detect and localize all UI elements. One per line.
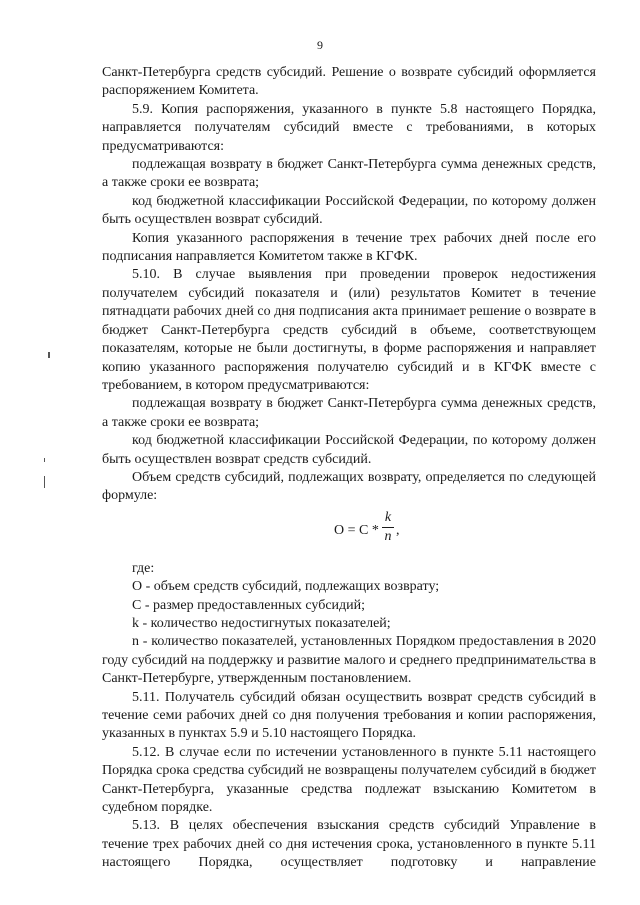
document-body (102, 64, 596, 873)
paragraph: подлежащая возврату в бюджет Санкт-Петербурга сумма денежных средств, а также сроки ее возврата; (102, 157, 596, 191)
paragraph: Санкт-Петербурга средств субсидий. Решение о возврате субсидий оформляется распоряжением Комитета. (102, 65, 596, 99)
formula-fraction (382, 510, 394, 545)
margin-mark (44, 458, 45, 462)
paragraph: код бюджетной классификации Российской Федерации, по которому должен быть осуществлен возврат средств субсидий. (102, 433, 596, 467)
fraction-bar (382, 527, 394, 528)
definition-item: n - количество показателей, установленных Порядком предоставления в 2020 году субсидий на поддержку и развитие малого и среднего предпринимательства в Санкт-Петербурге, утвержденным постановлением. (102, 634, 596, 687)
paragraph: Копия указанного распоряжения в течение трех рабочих дней после его подписания направляется Комитетом также в КГФК. (102, 230, 596, 265)
paragraph: 5.10. В случае выявления при проведении проверок недостижения получателем субсидий показателя и (или) результатов Комитет в течение пятнадцати рабочих дней со дня подписания акта принимает решение о возврате в бюджет Санкт-Петербурга средств субсидий в объеме, соответствующем показателям, которые не были достигнуты, в форме распоряжения и направляет копию указанного распоряжения получателю субсидий и в КГФК вместе с требованием, в котором предусматриваются: (102, 267, 596, 393)
margin-mark (48, 352, 50, 358)
formula-lhs: O = C * (334, 522, 379, 538)
formula-trail: , (396, 522, 400, 538)
definition-item: O - объем средств субсидий, подлежащих возврату; (132, 579, 440, 595)
paragraph: 5.13. В целях обеспечения взыскания средств субсидий Управление в течение трех рабочих дней со дня истечения срока, установленного в пункте 5.11 настоящего Порядка, осуществляет подготовку и направление (102, 818, 596, 871)
paragraph: Объем средств субсидий, подлежащих возврату, определяется по следующей формуле: (102, 469, 596, 504)
paragraph: 5.11. Получатель субсидий обязан осуществить возврат средств субсидий в течение семи рабочих дней со дня получения требования и копии распоряжения, указанных в пунктах 5.9 и 5.10 настоящего Порядка. (102, 689, 596, 742)
formula-denominator: n (384, 528, 392, 544)
paragraph: 5.9. Копия распоряжения, указанного в пункте 5.8 настоящего Порядка, направляется получателям субсидий вместе с требованиями, в которых предусматриваются: (102, 101, 596, 154)
paragraph: код бюджетной классификации Российской Федерации, по которому должен быть осуществлен возврат субсидий. (102, 193, 596, 228)
formula-numerator: k (384, 509, 392, 525)
margin-mark (44, 476, 45, 488)
definition-item: k - количество недостигнутых показателей; (132, 615, 391, 631)
definition-intro: где: (132, 560, 155, 576)
formula (102, 506, 596, 560)
paragraph: подлежащая возврату в бюджет Санкт-Петербурга сумма денежных средств, а также сроки ее возврата; (102, 396, 596, 430)
page-number: 9 (317, 38, 323, 52)
paragraph: 5.12. В случае если по истечении установленного в пункте 5.11 настоящего Порядка срока средства субсидий не возвращены получателем субсидий в бюджет Санкт-Петербурга, указанные средства подлежат взысканию Комитетом в судебном порядке. (102, 744, 596, 816)
definition-item: C - размер предоставленных субсидий; (132, 597, 366, 613)
